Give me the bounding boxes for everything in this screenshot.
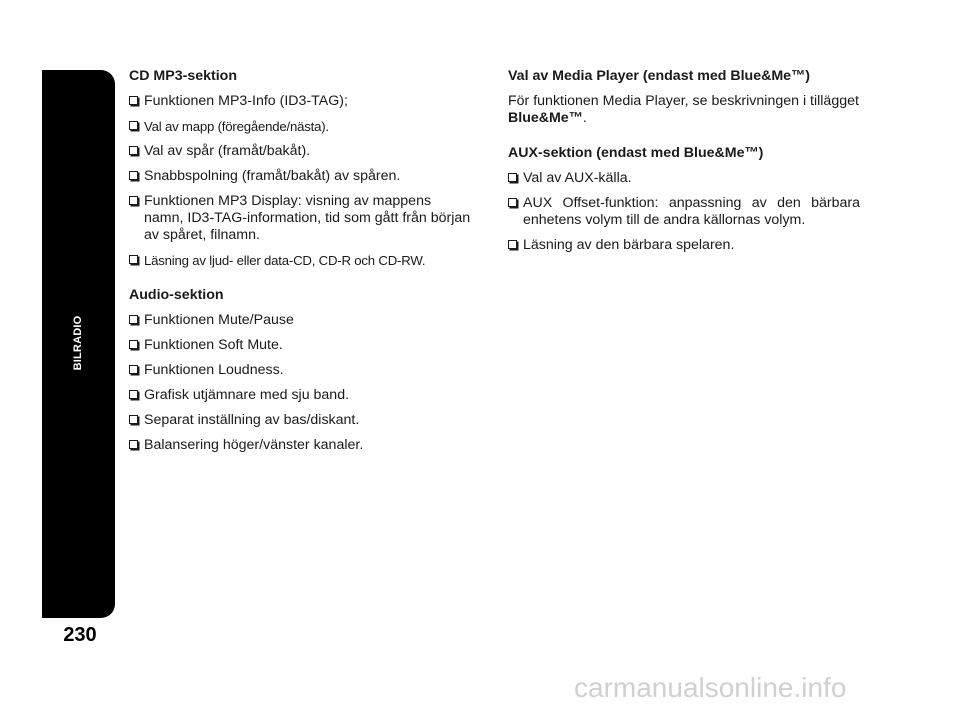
checkbox-bullet-icon — [129, 440, 138, 449]
checkbox-bullet-icon — [129, 415, 138, 424]
checkbox-bullet-icon — [129, 196, 138, 205]
list-item-text: Funktionen MP3 Display: visning av mappens namn, ID3-TAG-information, tid som gått från början av spåret, filnamn. — [144, 193, 471, 243]
media-player-text: För funktionen Media Player, se beskrivningen i tillägget — [508, 93, 859, 109]
list-item-text: Val av spår (framåt/bakåt). — [144, 143, 311, 159]
list-item — [129, 143, 474, 160]
blue-me-reference: Blue&Me™ — [508, 110, 583, 126]
list-item — [129, 168, 474, 185]
list-item-text: Val av mapp (föregående/nästa). — [144, 119, 329, 134]
list-item — [129, 252, 474, 269]
list-item — [129, 387, 474, 404]
list-item-text: Grafisk utjämnare med sju band. — [144, 387, 350, 403]
checkbox-bullet-icon — [508, 240, 517, 249]
watermark: carmanualsonline.info — [574, 672, 847, 703]
list-item — [129, 193, 474, 244]
list-item-text: Snabbspolning (framåt/bakåt) av spåren. — [144, 168, 401, 184]
list-item-text: Läsning av ljud- eller data-CD, CD-R och CD-RW. — [144, 253, 426, 268]
right-column — [508, 68, 860, 262]
list-item — [129, 312, 474, 329]
list-item — [129, 93, 474, 110]
checkbox-bullet-icon — [129, 255, 138, 264]
checkbox-bullet-icon — [129, 365, 138, 374]
page-number: 230 — [63, 624, 97, 646]
list-item — [508, 195, 860, 229]
list-item-text: Funktionen MP3-Info (ID3-TAG); — [144, 93, 348, 109]
media-player-description — [508, 93, 860, 127]
list-item — [129, 437, 474, 454]
checkbox-bullet-icon — [129, 315, 138, 324]
list-item — [129, 118, 474, 135]
cd-mp3-heading: CD MP3-sektion — [129, 68, 237, 84]
checkbox-bullet-icon — [508, 173, 517, 182]
checkbox-bullet-icon — [129, 146, 138, 155]
list-item-text: Balansering höger/vänster kanaler. — [144, 437, 364, 453]
list-item-text: Separat inställning av bas/diskant. — [144, 412, 360, 428]
checkbox-bullet-icon — [129, 390, 138, 399]
list-item-text: Funktionen Loudness. — [144, 362, 284, 378]
checkbox-bullet-icon — [129, 171, 138, 180]
list-item — [508, 170, 860, 187]
list-item-text: Funktionen Soft Mute. — [144, 337, 283, 353]
checkbox-bullet-icon — [508, 198, 517, 207]
list-item-text: Läsning av den bärbara spelaren. — [523, 237, 735, 253]
checkbox-bullet-icon — [129, 121, 138, 130]
media-player-text-end: . — [582, 110, 587, 126]
list-item — [129, 412, 474, 429]
left-column — [129, 68, 474, 462]
list-item-text: AUX Offset-funktion: anpassning av den bärbara enhetens volym till de andra källornas volym. — [523, 195, 860, 228]
aux-heading: AUX-sektion (endast med Blue&Me™) — [508, 145, 764, 161]
list-item — [129, 337, 474, 354]
list-item — [129, 362, 474, 379]
list-item-text: Val av AUX-källa. — [523, 170, 632, 186]
checkbox-bullet-icon — [129, 96, 138, 105]
checkbox-bullet-icon — [129, 340, 138, 349]
audio-heading: Audio-sektion — [129, 287, 224, 303]
chapter-label: BILRADIO — [72, 315, 84, 371]
list-item-text: Funktionen Mute/Pause — [144, 312, 294, 328]
media-player-heading: Val av Media Player (endast med Blue&Me™) — [508, 68, 810, 84]
list-item — [508, 237, 860, 254]
